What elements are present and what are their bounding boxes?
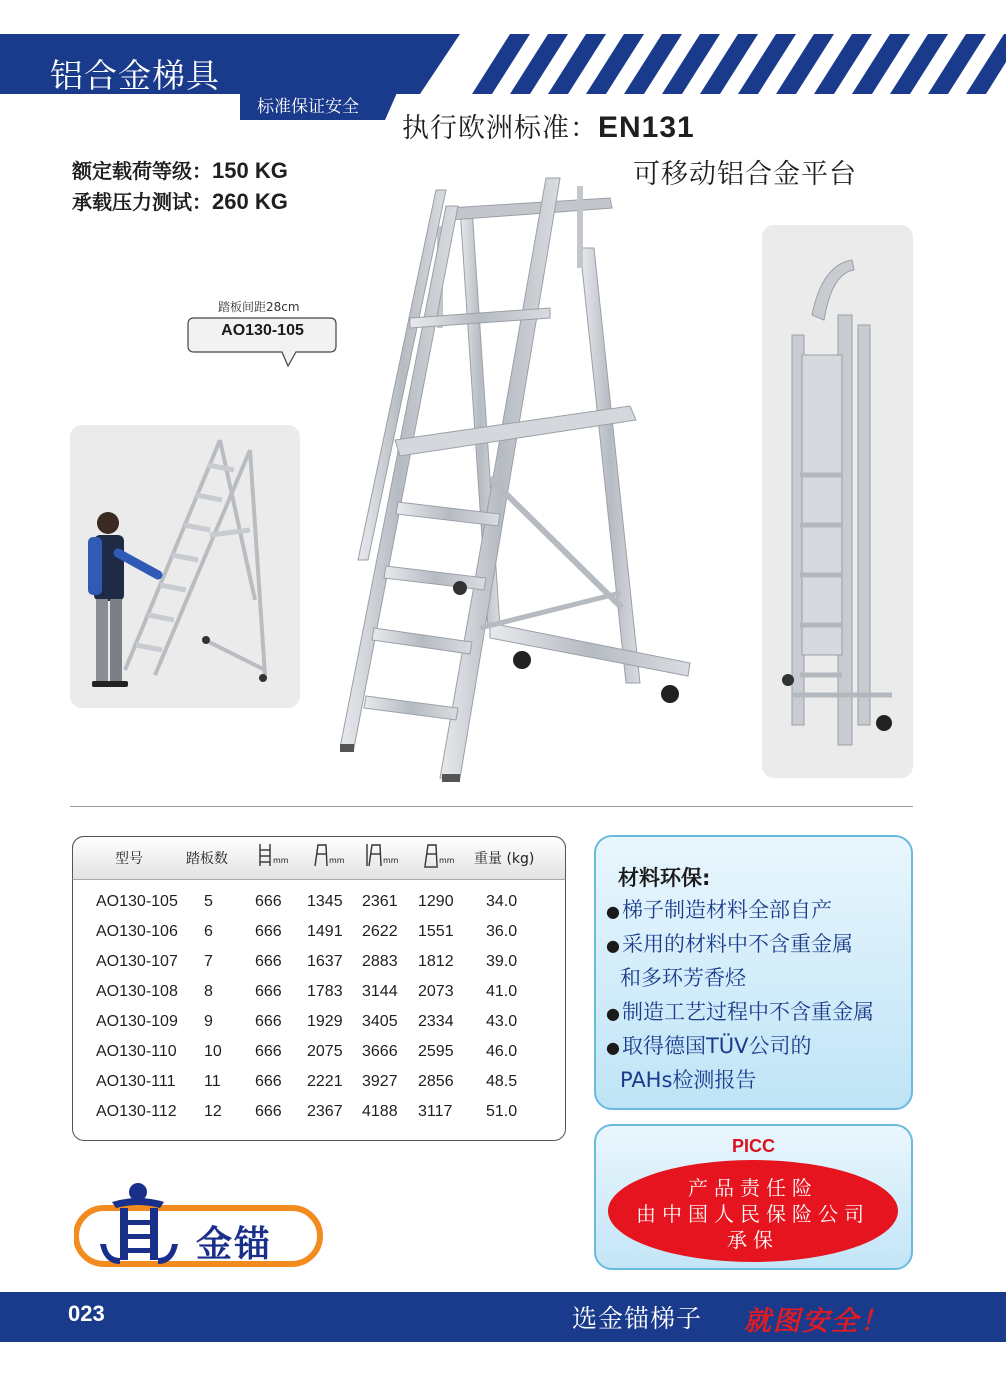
- person-with-ladder-illustration: [70, 425, 300, 708]
- table-cell: 4188: [362, 1103, 398, 1120]
- table-cell: 1551: [418, 923, 454, 940]
- standard-code: EN131: [598, 111, 695, 144]
- table-cell: 666: [255, 1043, 282, 1060]
- table-cell: 1290: [418, 893, 454, 910]
- table-cell: 1345: [307, 893, 343, 910]
- eco-item: [606, 928, 853, 958]
- table-cell: AO130-110: [96, 1043, 177, 1060]
- unit-label: mm: [273, 856, 289, 865]
- page-number: 023: [68, 1301, 105, 1326]
- spec-load-rating: [72, 155, 288, 184]
- table-cell: 666: [255, 923, 282, 940]
- eco-item-text: 和多环芳香烃: [620, 966, 746, 990]
- eco-item: [620, 1064, 756, 1094]
- table-cell: 36.0: [486, 923, 518, 940]
- standard-statement: [402, 106, 695, 145]
- eco-item-text: 梯子制造材料全部自产: [621, 898, 832, 922]
- col-header-model: 型号: [115, 851, 143, 867]
- table-cell: 43.0: [486, 1013, 518, 1030]
- table-cell: 666: [255, 953, 282, 970]
- brand-name: 金锚: [196, 1224, 273, 1265]
- platform-ladder-photo: [340, 168, 700, 788]
- table-cell: 3405: [362, 1013, 398, 1030]
- table-cell: 2075: [307, 1043, 343, 1060]
- table-cell: 48.5: [486, 1073, 518, 1090]
- insurance-line-1: 产品责任险: [688, 1176, 818, 1200]
- footer-slogan: 选金锚梯子: [572, 1304, 703, 1333]
- step-spacing-note: 踏板间距28cm: [218, 300, 300, 314]
- table-cell: 2221: [307, 1073, 343, 1090]
- bullet-icon: ●: [606, 1004, 620, 1023]
- table-cell: 6: [204, 923, 213, 940]
- platform-height-icon: [312, 842, 330, 868]
- table-cell: 5: [204, 893, 213, 910]
- col-header-dim-1: [256, 842, 289, 872]
- folded-ladder-photo: [762, 225, 913, 778]
- bullet-icon: ●: [606, 1038, 620, 1057]
- col-header-steps: 踏板数: [186, 851, 228, 867]
- model-callout-label: AO130-105: [221, 322, 304, 339]
- total-height-icon: [366, 842, 384, 868]
- standard-prefix: 执行欧洲标准：: [402, 113, 598, 144]
- unit-label: mm: [439, 856, 455, 865]
- unit-label: mm: [329, 856, 345, 865]
- table-cell: 39.0: [486, 953, 518, 970]
- table-cell: 1637: [307, 953, 343, 970]
- spec-load-test: [72, 186, 288, 215]
- bullet-icon: ●: [606, 936, 620, 955]
- table-cell: 34.0: [486, 893, 518, 910]
- table-cell: 11: [204, 1073, 221, 1090]
- usage-photo: [70, 425, 300, 708]
- table-cell: 3666: [362, 1043, 398, 1060]
- table-cell: 41.0: [486, 983, 518, 1000]
- table-cell: AO130-107: [96, 953, 178, 970]
- eco-item: [606, 1030, 812, 1060]
- spec-label: 额定载荷等级：: [72, 159, 212, 183]
- page-title: 铝合金梯具: [50, 56, 220, 95]
- spec-label: 承载压力测试：: [72, 190, 212, 214]
- table-cell: 3144: [362, 983, 398, 1000]
- table-cell: 2883: [362, 953, 398, 970]
- product-name: 可移动铝合金平台: [633, 159, 857, 190]
- table-cell: 7: [204, 953, 213, 970]
- table-cell: 1491: [307, 923, 343, 940]
- table-cell: 3927: [362, 1073, 398, 1090]
- eco-title: 材料环保:: [618, 866, 711, 890]
- page-subtitle: 标准保证安全: [257, 97, 359, 117]
- section-divider: [70, 806, 913, 807]
- eco-item-text: 取得德国TÜV公司的: [621, 1034, 812, 1058]
- table-cell: 2856: [418, 1073, 454, 1090]
- folded-ladder-illustration: [762, 225, 913, 778]
- insurance-line-3: 承保: [727, 1228, 779, 1252]
- table-cell: AO130-106: [96, 923, 178, 940]
- insurance-title: PICC: [731, 1136, 775, 1156]
- table-cell: AO130-109: [96, 1013, 178, 1030]
- table-cell: 2073: [418, 983, 454, 1000]
- table-cell: AO130-105: [96, 893, 178, 910]
- footer-slogan-highlight: 就图安全！: [744, 1306, 889, 1337]
- insurance-line-2: 由中国人民保险公司: [636, 1202, 870, 1226]
- eco-item: [606, 996, 874, 1026]
- table-cell: 666: [255, 1013, 282, 1030]
- table-cell: 51.0: [486, 1103, 518, 1120]
- col-header-dim-2: [312, 842, 345, 872]
- eco-item-text: 采用的材料中不含重金属: [621, 932, 853, 956]
- table-cell: 2595: [418, 1043, 454, 1060]
- table-cell: 666: [255, 1103, 282, 1120]
- eco-item-text: PAHs检测报告: [620, 1068, 757, 1092]
- base-length-icon: [422, 842, 440, 868]
- table-cell: 9: [204, 1013, 213, 1030]
- eco-item: [620, 962, 746, 992]
- height-dimension-icon: [256, 842, 274, 868]
- table-cell: 8: [204, 983, 213, 1000]
- eco-item-text: 制造工艺过程中不含重金属: [621, 1000, 874, 1024]
- table-cell: AO130-108: [96, 983, 178, 1000]
- model-callout-bubble: [186, 312, 340, 368]
- table-cell: 1812: [418, 953, 454, 970]
- table-cell: 2622: [362, 923, 398, 940]
- table-cell: 666: [255, 1073, 282, 1090]
- table-cell: 1783: [307, 983, 343, 1000]
- eco-item: [606, 894, 832, 924]
- table-cell: 2334: [418, 1013, 454, 1030]
- table-cell: 1929: [307, 1013, 343, 1030]
- table-cell: 666: [255, 983, 282, 1000]
- col-header-dim-3: [366, 842, 399, 872]
- table-cell: 2361: [362, 893, 398, 910]
- col-header-weight: 重量 (kg): [474, 851, 535, 867]
- table-cell: 3117: [418, 1103, 453, 1120]
- bullet-icon: ●: [606, 902, 620, 921]
- table-cell: AO130-111: [96, 1073, 176, 1090]
- table-cell: 666: [255, 893, 282, 910]
- table-cell: 12: [204, 1103, 222, 1120]
- table-cell: 2367: [307, 1103, 343, 1120]
- unit-label: mm: [383, 856, 399, 865]
- spec-value: 150 KG: [212, 158, 288, 183]
- table-cell: 10: [204, 1043, 222, 1060]
- table-cell: AO130-112: [96, 1103, 177, 1120]
- table-cell: 46.0: [486, 1043, 518, 1060]
- col-header-dim-4: [422, 842, 455, 872]
- spec-value: 260 KG: [212, 189, 288, 214]
